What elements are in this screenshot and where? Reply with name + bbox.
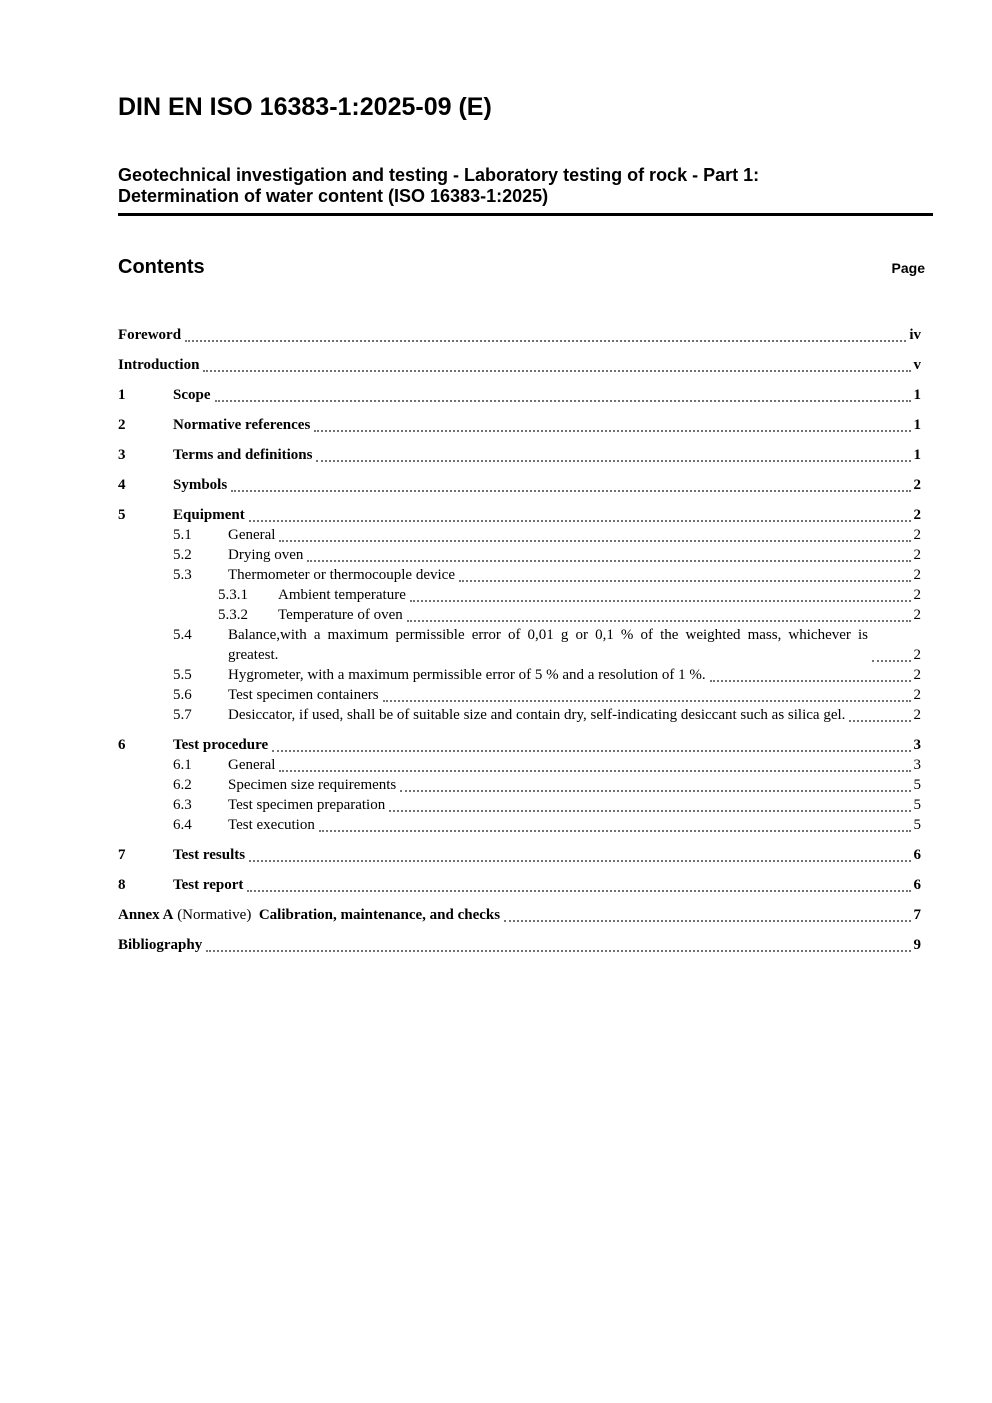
dot-leader [400,790,910,792]
dot-leader [279,540,910,542]
toc-entry-page: 2 [913,707,921,723]
toc-entry-number: 5.3.1 [218,587,248,603]
dot-leader [272,750,910,752]
toc-entry [118,585,921,605]
dot-leader [185,340,906,342]
toc-entry-number: 6.3 [173,797,192,813]
toc-entry-number: 6.2 [173,777,192,793]
toc-entry-title-text: Calibration, maintenance, and checks [258,907,501,923]
toc-entry [118,905,921,925]
toc-entry-number: 6 [118,737,126,753]
toc-entry [118,625,921,665]
dot-leader [215,400,911,402]
dot-leader [849,720,910,722]
toc-entry [118,665,921,685]
dot-leader [206,950,910,952]
dot-leader [314,430,910,432]
toc-entry-page: 1 [913,447,921,463]
toc-entry-number: 7 [118,847,126,863]
dot-leader [407,620,911,622]
dot-leader [410,600,911,602]
toc-entry [118,875,921,895]
toc-entry-qualifier: (Normative) [173,907,259,923]
toc-entry [118,505,921,525]
toc-entry-page: 2 [913,547,921,563]
toc-entry-number: 5.5 [173,667,192,683]
toc-entry-page: 2 [913,687,921,703]
page-column-label: Page [891,260,925,276]
toc-entry-page: 2 [913,587,921,603]
toc-entry-number: 5.7 [173,707,192,723]
dot-leader [279,770,910,772]
toc-entry-number: 5.1 [173,527,192,543]
toc-entry-number: 6.4 [173,817,192,833]
toc-entry-page: iv [909,327,921,343]
toc-entry-number: 4 [118,477,126,493]
toc-entry-title: Normative references [173,417,311,433]
dot-leader [316,460,910,462]
toc-entry [118,355,921,375]
table-of-contents [118,325,933,955]
toc-entry-page: 5 [913,817,921,833]
toc-entry [118,545,921,565]
dot-leader [710,680,911,682]
toc-entry-number: 6.1 [173,757,192,773]
toc-entry-title: Equipment [173,507,245,523]
toc-entry-number: 5.4 [173,627,192,643]
toc-entry-title: Test report [173,877,244,893]
toc-entry-number: 5.2 [173,547,192,563]
dot-leader [203,370,910,372]
dot-leader [459,580,911,582]
document-title-line2: Determination of water content (ISO 16383-1:2025) [118,186,549,206]
toc-entry [118,525,921,545]
toc-entry-page: 1 [913,387,921,403]
toc-entry-title: Test procedure [173,737,269,753]
toc-entry-number: 2 [118,417,126,433]
toc-entry-title: Test specimen containers [228,687,379,703]
toc-entry-page: 2 [913,567,921,583]
toc-entry-title [118,905,502,925]
dot-leader [231,490,910,492]
toc-entry-page: 2 [913,647,921,663]
document-title [118,165,933,207]
toc-entry-title: Symbols [173,477,228,493]
toc-entry-title: Temperature of oven [278,607,403,623]
toc-entry-number: 5.6 [173,687,192,703]
toc-entry-title: General [228,527,276,543]
toc-entry-title: Scope [173,387,211,403]
toc-entry [118,755,921,775]
toc-entry-title: Thermometer or thermocouple device [228,567,455,583]
toc-entry [118,445,921,465]
toc-entry-page: 3 [913,757,921,773]
toc-entry-page: 5 [913,777,921,793]
dot-leader [872,660,911,662]
toc-entry-page: 2 [913,607,921,623]
toc-entry-prefix: Annex A [118,907,174,923]
toc-entry-title: General [228,757,276,773]
contents-header [118,256,933,279]
document-number: DIN EN ISO 16383-1:2025-09 (E) [118,93,492,121]
toc-entry-title: Foreword [118,327,182,343]
toc-entry-title: Introduction [118,357,200,373]
toc-entry-number: 3 [118,447,126,463]
toc-entry-title: Bibliography [118,937,203,953]
dot-leader [389,810,910,812]
toc-entry [118,605,921,625]
toc-entry [118,845,921,865]
toc-entry-title: Specimen size requirements [228,777,397,793]
toc-entry-page: 7 [913,907,921,923]
toc-entry [118,815,921,835]
toc-entry-page: 3 [913,737,921,753]
toc-entry-title: Ambient temperature [278,587,406,603]
dot-leader [307,560,910,562]
toc-entry [118,385,921,405]
toc-entry-number: 5.3 [173,567,192,583]
dot-leader [319,830,911,832]
toc-entry-title: Test results [173,847,246,863]
dot-leader [249,860,910,862]
document-title-line1: Geotechnical investigation and testing - Laboratory testing of rock - Part 1: [118,165,760,185]
contents-heading: Contents [118,256,205,278]
toc-entry-title: Desiccator, if used, shall be of suitable size and contain dry, self-indicating desiccant such as silica gel. [228,707,846,723]
toc-entry-page: v [913,357,921,373]
toc-entry [118,415,921,435]
toc-entry-number: 5.3.2 [218,607,248,623]
toc-entry-page: 2 [913,477,921,493]
toc-entry [118,565,921,585]
toc-entry-page: 6 [913,877,921,893]
toc-entry-title: Drying oven [228,547,304,563]
toc-entry-page: 1 [913,417,921,433]
title-divider [118,213,933,216]
toc-entry-title: Test execution [228,817,315,833]
toc-entry [118,325,921,345]
dot-leader [247,890,910,892]
toc-entry [118,705,921,725]
toc-entry [118,685,921,705]
dot-leader [249,520,911,522]
toc-entry-title: Balance,with a maximum permissible error of 0,01 g or 0,1 % of the weighted mass, whichever is greatest. [228,627,868,663]
dot-leader [383,700,911,702]
toc-entry-number: 5 [118,507,126,523]
toc-entry-title: Terms and definitions [173,447,313,463]
toc-entry [118,795,921,815]
toc-entry-title: Hygrometer, with a maximum permissible error of 5 % and a resolution of 1 %. [228,667,706,683]
toc-entry [118,735,921,755]
toc-entry-page: 2 [913,667,921,683]
toc-entry-number: 1 [118,387,126,403]
toc-entry [118,775,921,795]
toc-entry [118,935,921,955]
toc-entry [118,475,921,495]
toc-entry-page: 6 [913,847,921,863]
toc-entry-page: 9 [913,937,921,953]
toc-entry-title: Test specimen preparation [228,797,386,813]
toc-entry-page: 5 [913,797,921,813]
toc-entry-page: 2 [913,527,921,543]
dot-leader [504,920,910,922]
toc-entry-page: 2 [913,507,921,523]
toc-entry-number: 8 [118,877,126,893]
